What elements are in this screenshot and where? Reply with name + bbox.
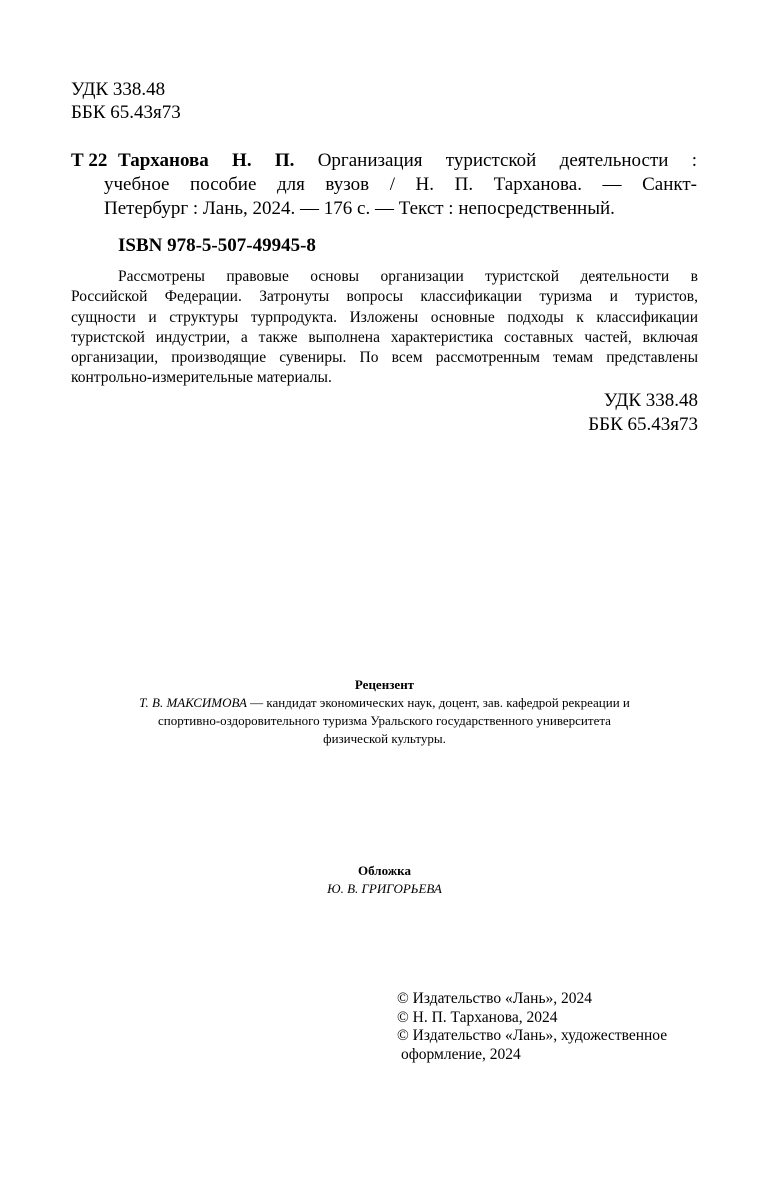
abstract-line: организации, производящие сувениры. По всем рассмотренным темам представлены bbox=[71, 349, 698, 367]
copyright-line: © Издательство «Лань», 2024 bbox=[397, 990, 593, 1007]
abstract-line: Российской Федерации. Затронуты вопросы классификации туризма и туристов, bbox=[71, 288, 698, 306]
author-name: Тарханова Н. П. bbox=[118, 150, 295, 171]
udk-code: УДК 338.48 bbox=[603, 390, 698, 411]
reviewer-line-3: физической культуры. bbox=[323, 731, 446, 746]
cover-designer: Ю. В. ГРИГОРЬЕВА bbox=[327, 881, 442, 896]
author-mark: Т 22 bbox=[71, 150, 108, 171]
bibliographic-record bbox=[104, 149, 697, 221]
bib-line-2: учебное пособие для вузов / Н. П. Тарханова. — Санкт- bbox=[104, 174, 697, 195]
abstract-line: Рассмотрены правовые основы организации туристской деятельности в bbox=[118, 268, 698, 285]
bib-line-3: Петербург : Лань, 2024. — 176 с. — Текст : непосредственный. bbox=[104, 198, 615, 219]
reviewer-line-1 bbox=[71, 694, 698, 712]
reviewer-block bbox=[71, 676, 698, 748]
copyright-line: © Н. П. Тарханова, 2024 bbox=[397, 1008, 558, 1026]
bib-line-1 bbox=[118, 149, 697, 173]
abstract-line: сущности и структуры турпродукта. Изложены основные подходы к классификации bbox=[71, 308, 698, 326]
bbk-code: ББК 65.43я73 bbox=[588, 414, 698, 435]
reviewer-credentials: — кандидат экономических наук, доцент, зав. кафедрой рекреации и bbox=[246, 695, 630, 710]
abstract-line: туристской индустрии, а также выполнена характеристика составных частей, включая bbox=[71, 328, 698, 346]
book-title: Организация туристской деятельности : bbox=[294, 150, 697, 171]
reviewer-line-2: спортивно-оздоровительного туризма Уральского государственного университета bbox=[158, 713, 611, 728]
udk-code: УДК 338.48 bbox=[71, 79, 166, 100]
copyright-block bbox=[397, 990, 667, 1064]
abstract bbox=[71, 267, 698, 389]
abstract-line: контрольно-измерительные материалы. bbox=[71, 369, 332, 387]
copyright-line: оформление, 2024 bbox=[401, 1045, 521, 1063]
classification-bottom bbox=[588, 389, 698, 437]
isbn: ISBN 978-5-507-49945-8 bbox=[118, 235, 316, 256]
cover-block bbox=[71, 862, 698, 898]
bbk-code: ББК 65.43я73 bbox=[71, 102, 181, 123]
reviewer-heading: Рецензент bbox=[354, 677, 415, 692]
reviewer-name: Т. В. МАКСИМОВА bbox=[139, 695, 247, 710]
cover-heading: Обложка bbox=[358, 863, 411, 878]
copyright-line: © Издательство «Лань», художественное bbox=[397, 1027, 668, 1044]
classification-top bbox=[71, 78, 181, 124]
